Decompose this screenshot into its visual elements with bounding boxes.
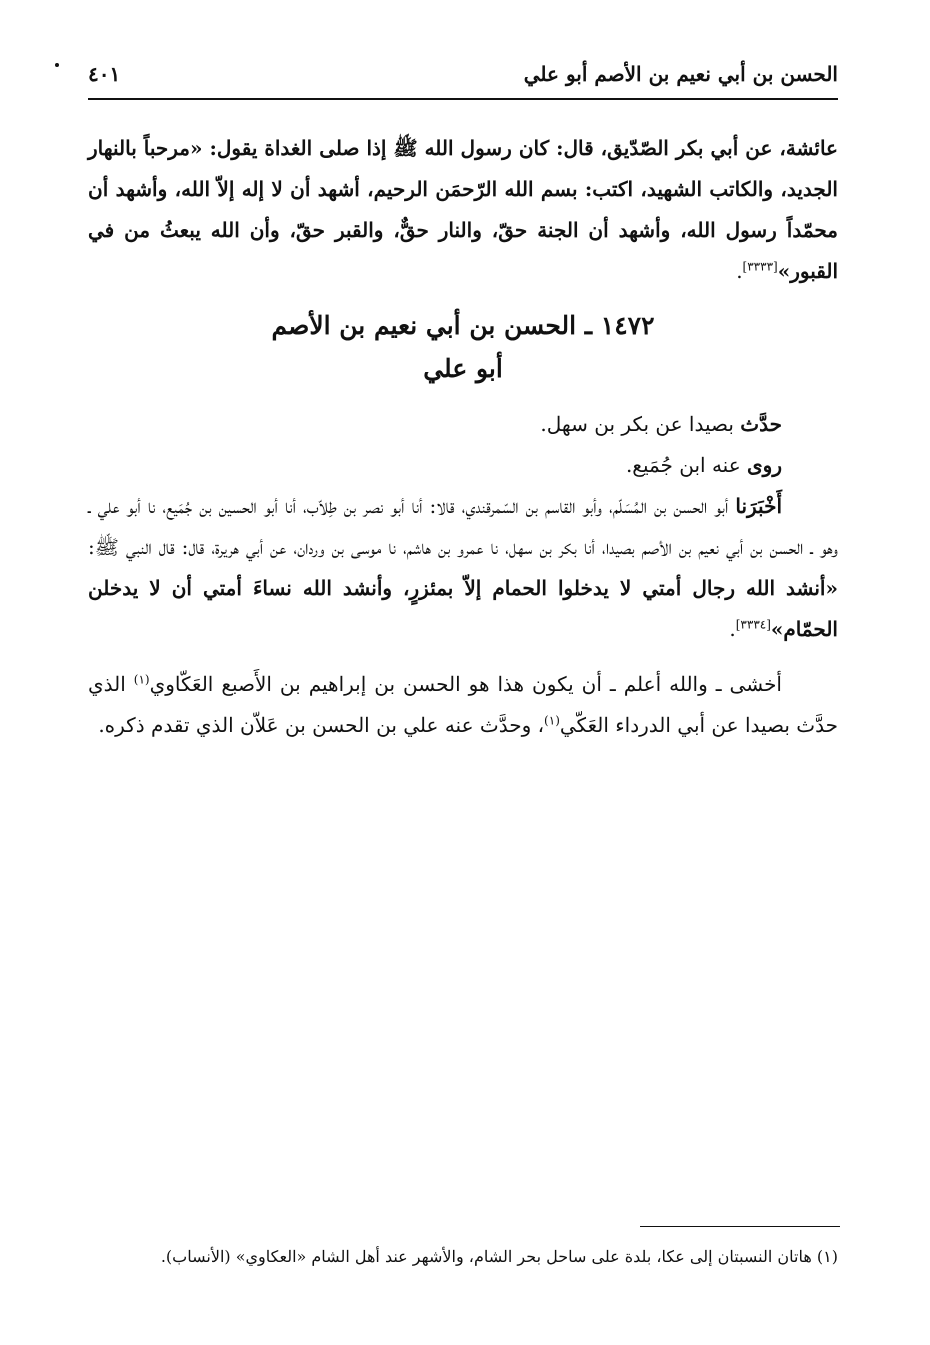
entry-heading-line1: ١٤٧٢ ـ الحسن بن أبي نعيم بن الأصم <box>271 311 655 340</box>
continuation-paragraph <box>88 128 838 292</box>
entry-heading-line2: أبو علي <box>423 354 503 383</box>
running-head-title: الحسن بن أبي نعيم بن الأصم أبو علي <box>523 62 838 86</box>
continuation-end: . <box>736 259 743 283</box>
footnote-number: (١) <box>816 1247 838 1266</box>
hadath-label: حدَّث <box>740 412 782 436</box>
hadath-text: بصيدا عن بكر بن سهل. <box>540 412 741 436</box>
rawa-text: عنه ابن جُمَيع. <box>625 453 748 477</box>
main-text <box>88 128 838 746</box>
page-number: ٤٠١ <box>88 62 121 86</box>
footnote-marker-2: (١) <box>544 713 560 728</box>
running-head <box>88 58 838 100</box>
hadith-end: . <box>729 617 736 641</box>
hadith-text: «أنشد الله رجال أمتي لا يدخلوا الحمام إلاّ بمئزرٍ، وأنشد الله نساءَ أمتي أن لا يدخلن الحمّام» <box>88 576 838 641</box>
footnote <box>88 1244 838 1270</box>
isnad-text: أبو الحسن بن المُسَلّم، وأبو القاسم بن السّمرقندي، قالا: أنا أبو نصر بن طِلاّب، أنا أبو الحسين بن جُمَيع، نا أبو علي ـ وهو ـ الحسن بن أبي نعيم بن الأصم بصيدا، أنا بكر بن سهل، نا عمرو بن هاشم، نا موسى بن وردان، عن أبي هريرة، قال: قال النبي ﷺ: <box>88 494 838 559</box>
isnad-paragraph <box>88 486 838 650</box>
hadith-ref-3334: [٣٣٣٤] <box>735 617 771 632</box>
entry-heading <box>88 304 838 390</box>
author-note-paragraph <box>88 664 838 746</box>
note-text-2: الذي حدَّث بصيدا عن أبي الدرداء العَكّي <box>88 672 838 737</box>
note-text-3: ، وحدَّث عنه علي بن الحسن بن عَلاّن الذي تقدم ذكره. <box>98 713 545 737</box>
hadath-paragraph <box>88 404 838 445</box>
rawa-label: روى <box>747 453 782 477</box>
continuation-text: عائشة، عن أبي بكر الصّدّيق، قال: كان رسول الله ﷺ إذا صلى الغداة يقول: «مرحباً بالنهار الجديد، والكاتب الشهيد، اكتب: بسم الله الرّحمَن الرحيم، أشهد أن لا إله إلاّ الله، وأشهد أن محمّداً رسول الله، وأشهد أن الجنة حقّ، والنار حقٌّ، والقبر حقّ، وأن الله يبعثُ من في القبور» <box>88 136 838 283</box>
rawa-paragraph <box>88 445 838 486</box>
note-text-1: أخشى ـ والله أعلم ـ أن يكون هذا هو الحسن بن إبراهيم بن الأَصبع العَكّاوي <box>149 672 782 696</box>
footnote-divider <box>640 1226 840 1227</box>
akhbarana-label: أَخْبَرَنا <box>735 494 782 518</box>
footnote-text: هاتان النسبتان إلى عكا، بلدة على ساحل بحر الشام، والأشهر عند أهل الشام «العكاوي» (الأنساب). <box>160 1247 812 1266</box>
footnote-marker-1: (١) <box>133 672 150 687</box>
margin-dot <box>55 63 59 67</box>
hadith-ref-3333: [٣٣٣٣] <box>742 259 778 274</box>
